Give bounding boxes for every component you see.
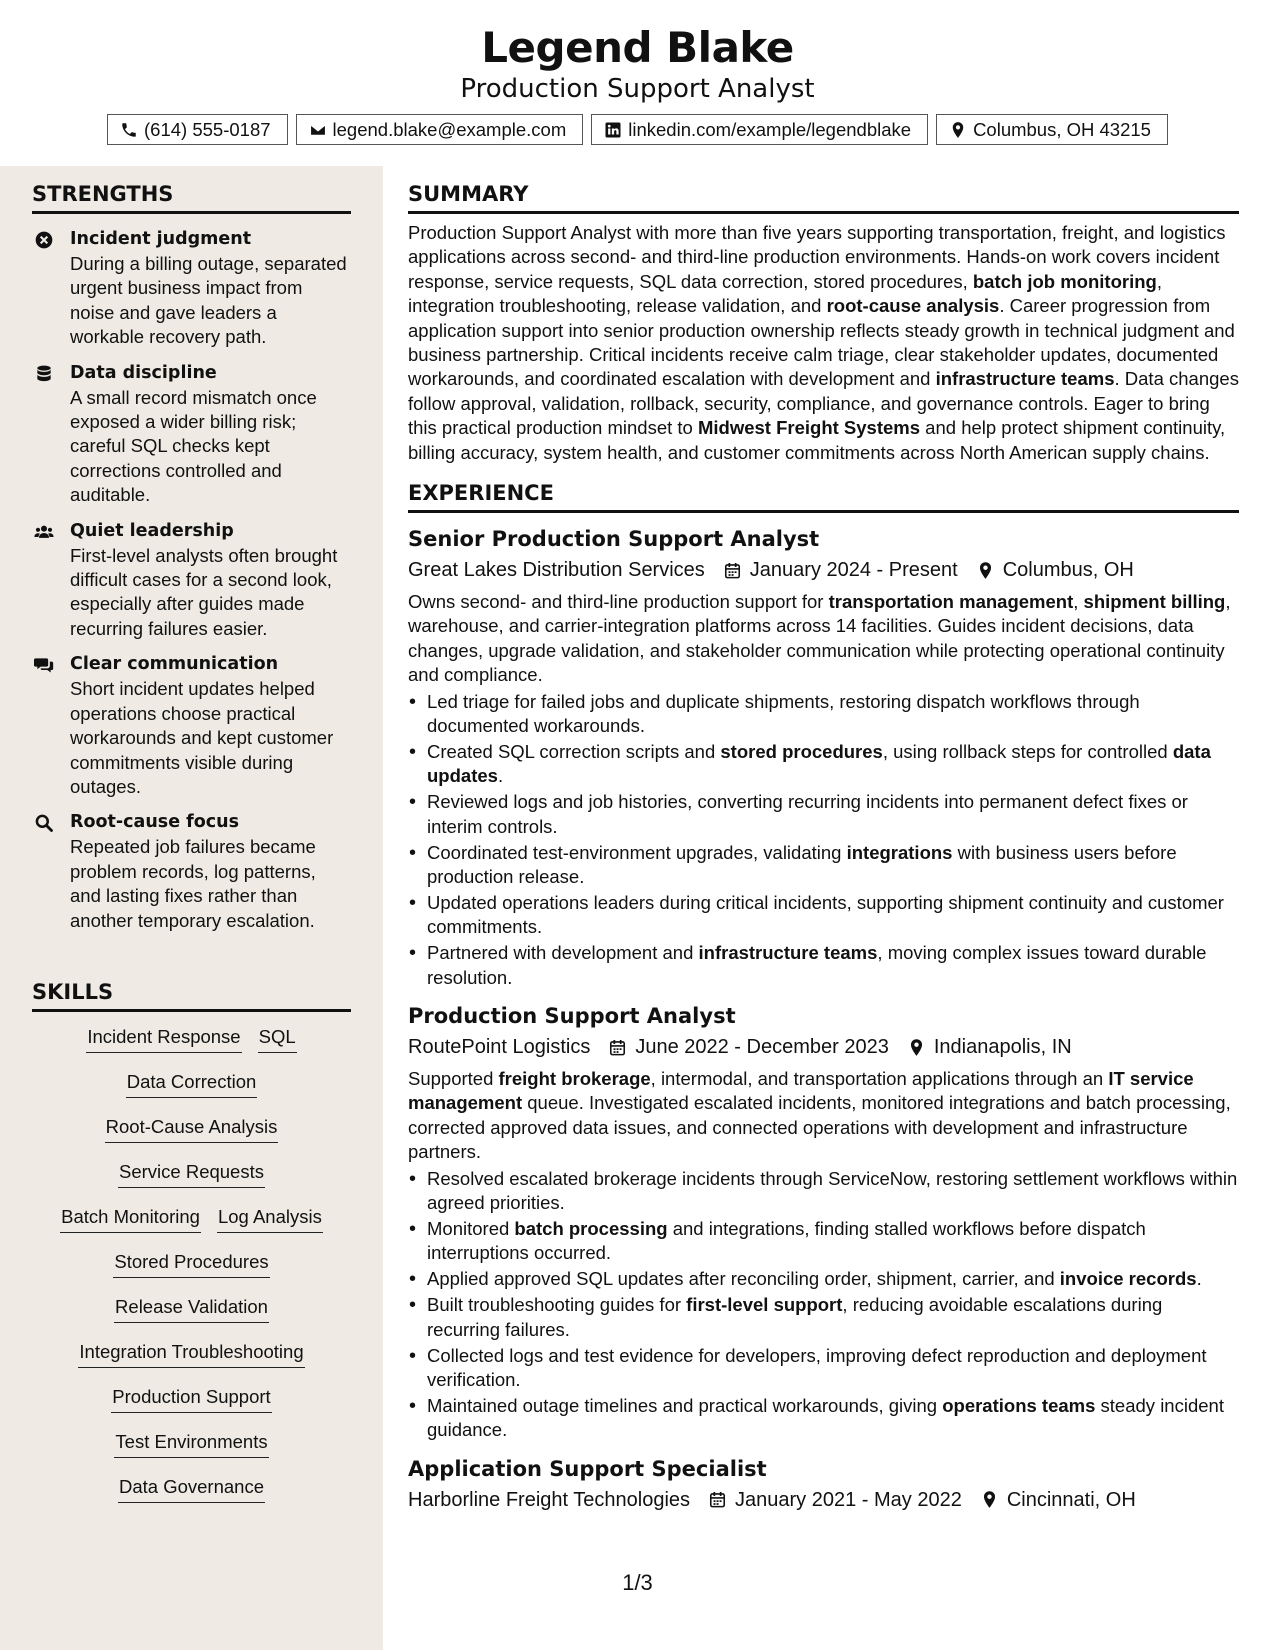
skill-row: [32, 1024, 351, 1069]
summary-text: Production Support Analyst with more than five years supporting transportation, freight, and logistics applications across second- and third-line production environments. Hands-on work covers incident response, service requests, SQL data correction, stored procedures, batch job monitoring, integration troubleshooting, release validation, and root-cause analysis. Career progression from application support into senior production ownership reflects steady growth in technical judgment and business partnership. Critical incidents receive calm triage, clear stakeholder updates, documented workarounds, and coordinated escalation with development and infrastructure teams. Data changes follow approval, validation, rollback, security, compliance, and governance controls. Eager to bring this practical production mindset to Midwest Freight Systems and help protect shipment continuity, billing accuracy, system health, and customer commitments across North American supply chains.: [408, 222, 1239, 463]
envelope-icon: [309, 121, 327, 139]
job-dates: June 2022 - December 2023: [635, 1036, 889, 1059]
bullet-item: • Led triage for failed jobs and duplicate shipments, restoring dispatch workflows through documented workarounds.: [408, 690, 1239, 739]
job-entry: [408, 1002, 1239, 1443]
users-icon: [32, 518, 70, 642]
strengths-section: [32, 180, 351, 933]
phone-text: (614) 555-0187: [144, 118, 271, 140]
strength-description: First-level analysts often brought difficult cases for a second look, especially after guides made recurring failures easier.: [70, 544, 338, 639]
bold-keyword: shipment billing: [1083, 591, 1226, 613]
skills-section: [32, 978, 351, 1519]
linkedin-text: linkedin.com/example/legendblake: [628, 118, 912, 140]
job-dates: January 2021 - May 2022: [735, 1488, 962, 1511]
skill-row: [32, 1069, 351, 1114]
main-content: [408, 180, 1239, 1514]
strength-body: [70, 651, 351, 799]
linkedin-icon: [604, 121, 622, 139]
skill-row: [32, 1114, 351, 1159]
skill-tag: Release Validation: [114, 1294, 269, 1323]
job-bullets: [408, 690, 1239, 990]
job-title: Application Support Specialist: [408, 1456, 767, 1481]
contact-email[interactable]: [296, 114, 584, 145]
strength-description: A small record mismatch once exposed a wider billing risk; careful SQL checks kept corrections controlled and auditable.: [70, 386, 317, 506]
search-icon: [32, 809, 70, 933]
strength-title: Root-cause focus: [70, 812, 240, 833]
strengths-list: [32, 226, 351, 933]
job-dates: January 2024 - Present: [749, 559, 958, 582]
strength-body: [70, 226, 351, 350]
bold-keyword: transportation management: [828, 591, 1074, 613]
contact-phone: [107, 114, 288, 145]
database-icon: [32, 360, 70, 508]
summary-heading: SUMMARY: [408, 180, 1239, 214]
candidate-role: Production Support Analyst: [460, 74, 815, 104]
bullet-item: • Resolved escalated brokerage incidents through ServiceNow, restoring settlement workflows within agreed priorities.: [408, 1167, 1239, 1216]
skill-tag: Root-Cause Analysis: [105, 1114, 279, 1143]
strength-description: During a billing outage, separated urgent business impact from noise and gave leaders a workable recovery path.: [70, 253, 347, 348]
bold-keyword: integrations: [846, 841, 953, 863]
contact-location: [936, 114, 1168, 145]
experience-list: [408, 525, 1239, 1514]
bold-keyword: batch job monitoring: [972, 270, 1157, 292]
skill-row: [32, 1429, 351, 1474]
skills-list: [32, 1024, 351, 1519]
strength-title: Data discipline: [70, 362, 217, 383]
bullet-item: • Coordinated test-environment upgrades, validating integrations with business users before production release.: [408, 841, 1239, 890]
comments-icon: [32, 651, 70, 799]
job-company: Harborline Freight Technologies: [408, 1488, 691, 1511]
map-marker-icon: [980, 1490, 999, 1509]
contact-linkedin[interactable]: [591, 114, 928, 145]
bold-keyword: infrastructure teams: [935, 368, 1115, 390]
job-company: Great Lakes Distribution Services: [408, 559, 705, 582]
calendar-icon: [708, 1490, 727, 1509]
map-marker-icon: [949, 121, 967, 139]
strength-title: Incident judgment: [70, 229, 252, 249]
skill-row: [32, 1474, 351, 1519]
strength-description: Repeated job failures became problem records, log patterns, and lasting fixes rather than another temporary escalation.: [70, 836, 316, 931]
job-title: Senior Production Support Analyst: [408, 527, 820, 552]
job-entry: [408, 1455, 1239, 1514]
job-company: RoutePoint Logistics: [408, 1036, 591, 1059]
page-number: 1/3: [622, 1570, 653, 1595]
strength-item: [32, 651, 351, 799]
skill-row: [32, 1384, 351, 1429]
location-text: Columbus, OH 43215: [973, 118, 1151, 140]
contact-bar: [0, 114, 1275, 145]
skill-tag: Integration Troubleshooting: [78, 1339, 304, 1368]
bullet-item: • Partnered with development and infrastructure teams, moving complex issues toward durable resolution.: [408, 941, 1239, 990]
skill-tag: Service Requests: [118, 1159, 265, 1188]
job-location: Indianapolis, IN: [933, 1036, 1072, 1059]
strengths-heading: STRENGTHS: [32, 180, 351, 214]
bold-keyword: root-cause analysis: [826, 295, 1000, 317]
bold-keyword: infrastructure teams: [698, 942, 878, 964]
skill-tag: Log Analysis: [217, 1204, 323, 1233]
strength-body: [70, 518, 351, 642]
bold-keyword: Midwest Freight Systems: [697, 417, 921, 439]
email-text: legend.blake@example.com: [332, 118, 567, 140]
job-location: Cincinnati, OH: [1006, 1488, 1136, 1511]
job-bullets: [408, 1167, 1239, 1443]
skill-tag: Test Environments: [114, 1429, 268, 1458]
job-meta: [408, 1033, 1239, 1061]
times-circle-icon: [32, 226, 70, 350]
strength-item: [32, 360, 351, 508]
skill-row: [32, 1294, 351, 1339]
candidate-name: Legend Blake: [481, 23, 794, 72]
job-description: Owns second- and third-line production support for transportation management, shipment billing, warehouse, and carrier-integration platforms across 14 facilities. Guides incident decisions, data changes, upgrade validation, and stakeholder communication while protecting operational continuity and compliance.: [408, 591, 1231, 686]
job-description: Supported freight brokerage, intermodal, and transportation applications through an IT service management queue. Investigated escalated incidents, monitored integrations and batch processing, corrected approved data issues, and connected operations with development and infrastructure partners.: [408, 1068, 1231, 1163]
bold-keyword: invoice records: [1059, 1268, 1197, 1290]
calendar-icon: [608, 1038, 627, 1057]
phone-icon: [120, 121, 138, 139]
job-meta: [408, 1486, 1239, 1514]
skill-tag: Stored Procedures: [113, 1249, 269, 1278]
strength-description: Short incident updates helped operations choose practical workarounds and kept customer commitments visible during outages.: [70, 678, 334, 797]
bullet-item: • Updated operations leaders during critical incidents, supporting shipment continuity and customer commitments.: [408, 891, 1239, 940]
bold-keyword: first-level support: [686, 1294, 843, 1316]
skill-tag: Incident Response: [86, 1024, 241, 1053]
strength-item: [32, 809, 351, 933]
bullet-item: • Reviewed logs and job histories, converting recurring incidents into permanent defect fixes or interim controls.: [408, 790, 1239, 839]
bullet-item: • Built troubleshooting guides for first-level support, reducing avoidable escalations during recurring failures.: [408, 1293, 1239, 1342]
strength-body: [70, 360, 351, 508]
bullet-item: • Maintained outage timelines and practical workarounds, giving operations teams steady incident guidance.: [408, 1394, 1239, 1443]
skill-tag: Data Governance: [118, 1474, 265, 1503]
skill-tag: Batch Monitoring: [60, 1204, 201, 1233]
strength-title: Clear communication: [70, 654, 279, 675]
bold-keyword: freight brokerage: [498, 1068, 651, 1090]
map-marker-icon: [976, 561, 995, 580]
job-meta: [408, 556, 1239, 584]
job-entry: [408, 525, 1239, 990]
strength-item: [32, 226, 351, 350]
strength-title: Quiet leadership: [70, 520, 234, 541]
map-marker-icon: [907, 1038, 926, 1057]
experience-heading: EXPERIENCE: [408, 479, 1239, 513]
bold-keyword: data updates: [427, 741, 1211, 787]
calendar-icon: [723, 561, 742, 580]
bold-keyword: batch processing: [514, 1218, 668, 1239]
resume-header: [0, 22, 1275, 104]
bullet-item: • Applied approved SQL updates after reconciling order, shipment, carrier, and invoice records.: [408, 1267, 1239, 1291]
bullet-item: • Collected logs and test evidence for developers, improving defect reproduction and deployment verification.: [408, 1344, 1239, 1393]
job-title: Production Support Analyst: [408, 1004, 736, 1029]
bullet-item: • Monitored batch processing and integrations, finding stalled workflows before dispatch interruptions occurred.: [408, 1217, 1239, 1266]
skill-row: [32, 1204, 351, 1249]
skill-tag: Production Support: [111, 1384, 271, 1413]
skills-heading: SKILLS: [32, 978, 351, 1012]
skill-tag: SQL: [258, 1024, 297, 1053]
skill-row: [32, 1249, 351, 1294]
bold-keyword: operations teams: [942, 1394, 1096, 1416]
skill-row: [32, 1159, 351, 1204]
strength-item: [32, 518, 351, 642]
bold-keyword: IT service management: [408, 1068, 1194, 1114]
sidebar: [0, 166, 383, 1650]
skill-tag: Data Correction: [126, 1069, 258, 1098]
bullet-item: • Created SQL correction scripts and stored procedures, using rollback steps for controlled data updates.: [408, 740, 1239, 789]
bold-keyword: stored procedures: [720, 741, 883, 762]
skill-row: [32, 1339, 351, 1384]
job-location: Columbus, OH: [1002, 559, 1134, 582]
strength-body: [70, 809, 351, 933]
